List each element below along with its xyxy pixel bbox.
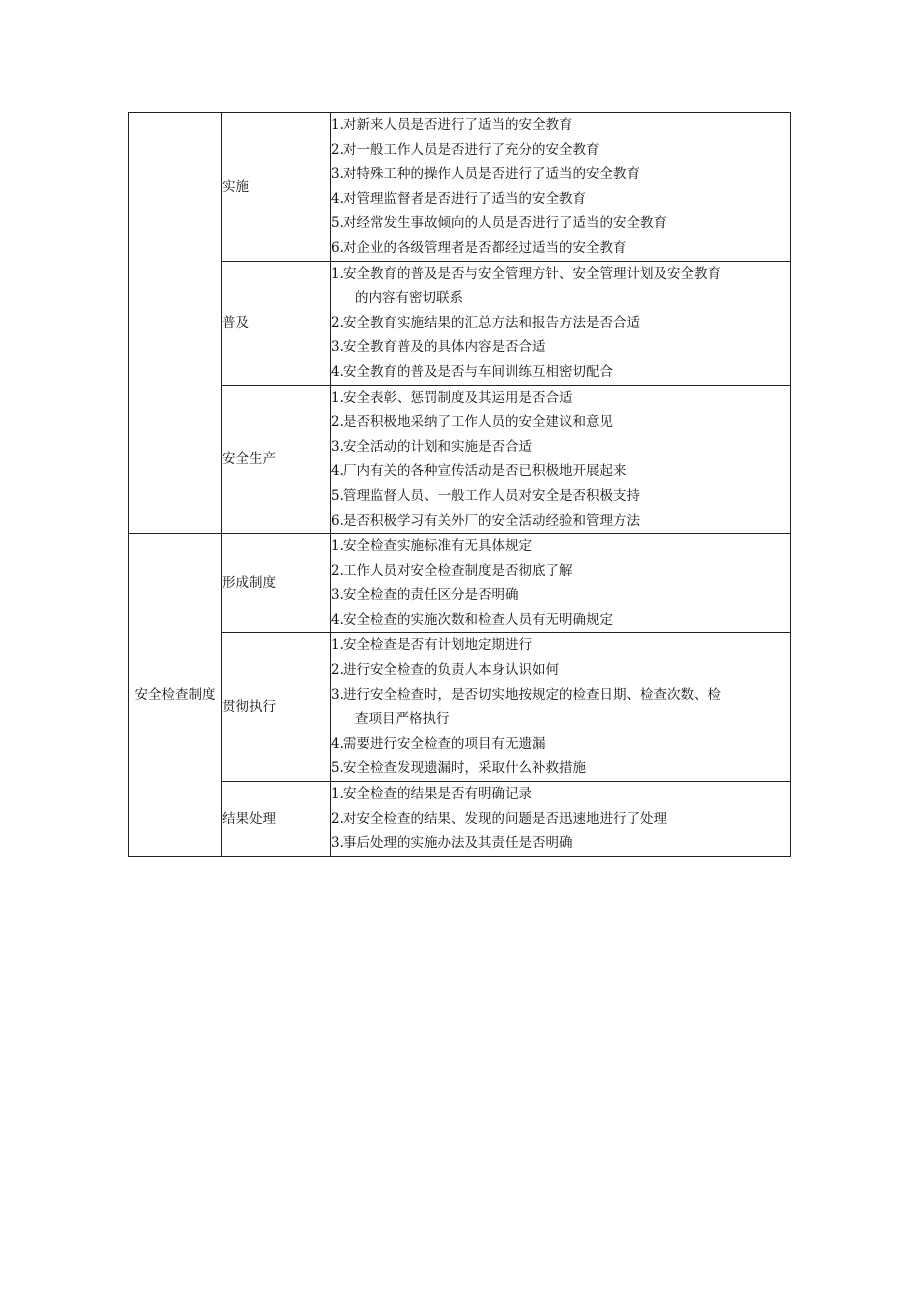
item-number: 2.: [331, 662, 344, 679]
list-item: [331, 435, 790, 460]
list-item: [331, 262, 790, 311]
item-text: 对经常发生事故倾向的人员是否进行了适当的安全教育: [343, 215, 667, 232]
list-item: [331, 187, 790, 212]
item-number: 3.: [331, 339, 344, 356]
item-number: 2.: [331, 314, 344, 331]
list-item: [331, 459, 790, 484]
table-row: [129, 534, 791, 633]
checklist-items-cell: [331, 113, 791, 262]
item-number: 1.: [331, 389, 344, 406]
item-text: 管理监督人员、一般工作人员对安全是否积极支持: [343, 487, 640, 504]
checklist-items-cell: [331, 633, 791, 782]
item-number: 1.: [331, 265, 344, 282]
list-item: [331, 559, 790, 584]
item-number: 1.: [331, 786, 344, 803]
list-item: [331, 782, 790, 807]
item-text: 进行安全检查的负责人本身认识如何: [343, 662, 559, 679]
item-number: 2.: [331, 414, 344, 431]
item-number: 5.: [331, 760, 344, 777]
category-cell: [129, 113, 222, 534]
checklist-items-cell: [331, 261, 791, 385]
safety-checklist-table: [128, 112, 791, 857]
list-item: [331, 410, 790, 435]
list-item: [331, 608, 790, 633]
item-text: 事后处理的实施办法及其责任是否明确: [343, 835, 573, 852]
category-cell: 安全检查制度: [129, 534, 222, 857]
list-item: [331, 386, 790, 411]
list-item: [331, 658, 790, 683]
item-text: 厂内有关的各种宣传活动是否已积极地开展起来: [343, 463, 627, 480]
list-item: [331, 360, 790, 385]
item-text: 安全教育实施结果的汇总方法和报告方法是否合适: [343, 314, 640, 331]
checklist-items-cell: [331, 385, 791, 534]
list-item: [331, 831, 790, 856]
table-row: [129, 113, 791, 262]
item-text: 工作人员对安全检查制度是否彻底了解: [343, 562, 573, 579]
list-item: [331, 138, 790, 163]
list-item: [331, 756, 790, 781]
list-item: [331, 633, 790, 658]
item-number: 6.: [331, 512, 344, 529]
item-text: 安全活动的计划和实施是否合适: [343, 438, 532, 455]
list-item: [331, 807, 790, 832]
list-item: [331, 311, 790, 336]
table-row: [129, 782, 791, 857]
item-number: 4.: [331, 611, 344, 628]
item-text: 需要进行安全检查的项目有无遗漏: [343, 735, 546, 752]
item-text: 对管理监督者是否进行了适当的安全教育: [343, 190, 586, 207]
list-item: [331, 211, 790, 236]
list-item: [331, 335, 790, 360]
item-text: 安全检查的结果是否有明确记录: [343, 786, 532, 803]
item-number: 1.: [331, 117, 344, 133]
item-number: 4.: [331, 190, 344, 207]
item-text: 安全表彰、惩罚制度及其运用是否合适: [343, 389, 573, 406]
table-row: [129, 261, 791, 385]
item-text: 对一般工作人员是否进行了充分的安全教育: [343, 141, 600, 158]
item-number: 2.: [331, 141, 344, 158]
item-text: 安全教育普及的具体内容是否合适: [343, 339, 546, 356]
item-number: 3.: [331, 587, 344, 604]
list-item: [331, 683, 790, 732]
item-number: 5.: [331, 487, 344, 504]
list-item: [331, 484, 790, 509]
item-number: 3.: [331, 438, 344, 455]
subcategory-cell: 形成制度: [222, 534, 331, 633]
item-text: 是否积极学习有关外厂的安全活动经验和管理方法: [343, 512, 640, 529]
item-number: 1.: [331, 637, 344, 654]
subcategory-cell: 贯彻执行: [222, 633, 331, 782]
list-item: [331, 162, 790, 187]
item-text: 安全教育的普及是否与安全管理方针、安全管理计划及安全教育: [343, 265, 721, 282]
list-item: [331, 583, 790, 608]
item-text-continuation: 的内容有密切联系: [355, 290, 463, 307]
item-text-continuation: 查项目严格执行: [355, 711, 450, 728]
item-number: 4.: [331, 463, 344, 480]
list-item: [331, 732, 790, 757]
item-text: 安全检查的实施次数和检查人员有无明确规定: [343, 611, 613, 628]
item-text: 安全检查是否有计划地定期进行: [343, 637, 532, 654]
subcategory-cell: 安全生产: [222, 385, 331, 534]
item-text: 安全检查发现遗漏时，采取什么补救措施: [343, 760, 586, 777]
item-text: 对新来人员是否进行了适当的安全教育: [343, 117, 573, 133]
item-number: 2.: [331, 562, 344, 579]
item-number: 5.: [331, 215, 344, 232]
item-number: 3.: [331, 835, 344, 852]
item-number: 3.: [331, 166, 344, 183]
item-number: 6.: [331, 239, 344, 256]
subcategory-cell: 普及: [222, 261, 331, 385]
item-text: 是否积极地采纳了工作人员的安全建议和意见: [343, 414, 613, 431]
item-text: 对特殊工种的操作人员是否进行了适当的安全教育: [343, 166, 640, 183]
item-text: 对安全检查的结果、发现的问题是否迅速地进行了处理: [343, 810, 667, 827]
item-number: 2.: [331, 810, 344, 827]
item-text: 安全检查的责任区分是否明确: [343, 587, 519, 604]
item-number: 4.: [331, 363, 344, 380]
item-text: 进行安全检查时，是否切实地按规定的检查日期、检查次数、检: [343, 686, 721, 703]
item-number: 1.: [331, 538, 344, 555]
list-item: [331, 509, 790, 534]
item-text: 安全检查实施标准有无具体规定: [343, 538, 532, 555]
table-row: [129, 633, 791, 782]
item-number: 4.: [331, 735, 344, 752]
checklist-items-cell: [331, 534, 791, 633]
subcategory-cell: 结果处理: [222, 782, 331, 857]
table-body: [129, 113, 791, 857]
item-text: 对企业的各级管理者是否都经过适当的安全教育: [343, 239, 627, 256]
list-item: [331, 113, 790, 138]
list-item: [331, 534, 790, 559]
item-text: 安全教育的普及是否与车间训练互相密切配合: [343, 363, 613, 380]
subcategory-cell: 实施: [222, 113, 331, 262]
checklist-items-cell: [331, 782, 791, 857]
table-row: [129, 385, 791, 534]
item-number: 3.: [331, 686, 344, 703]
list-item: [331, 236, 790, 261]
